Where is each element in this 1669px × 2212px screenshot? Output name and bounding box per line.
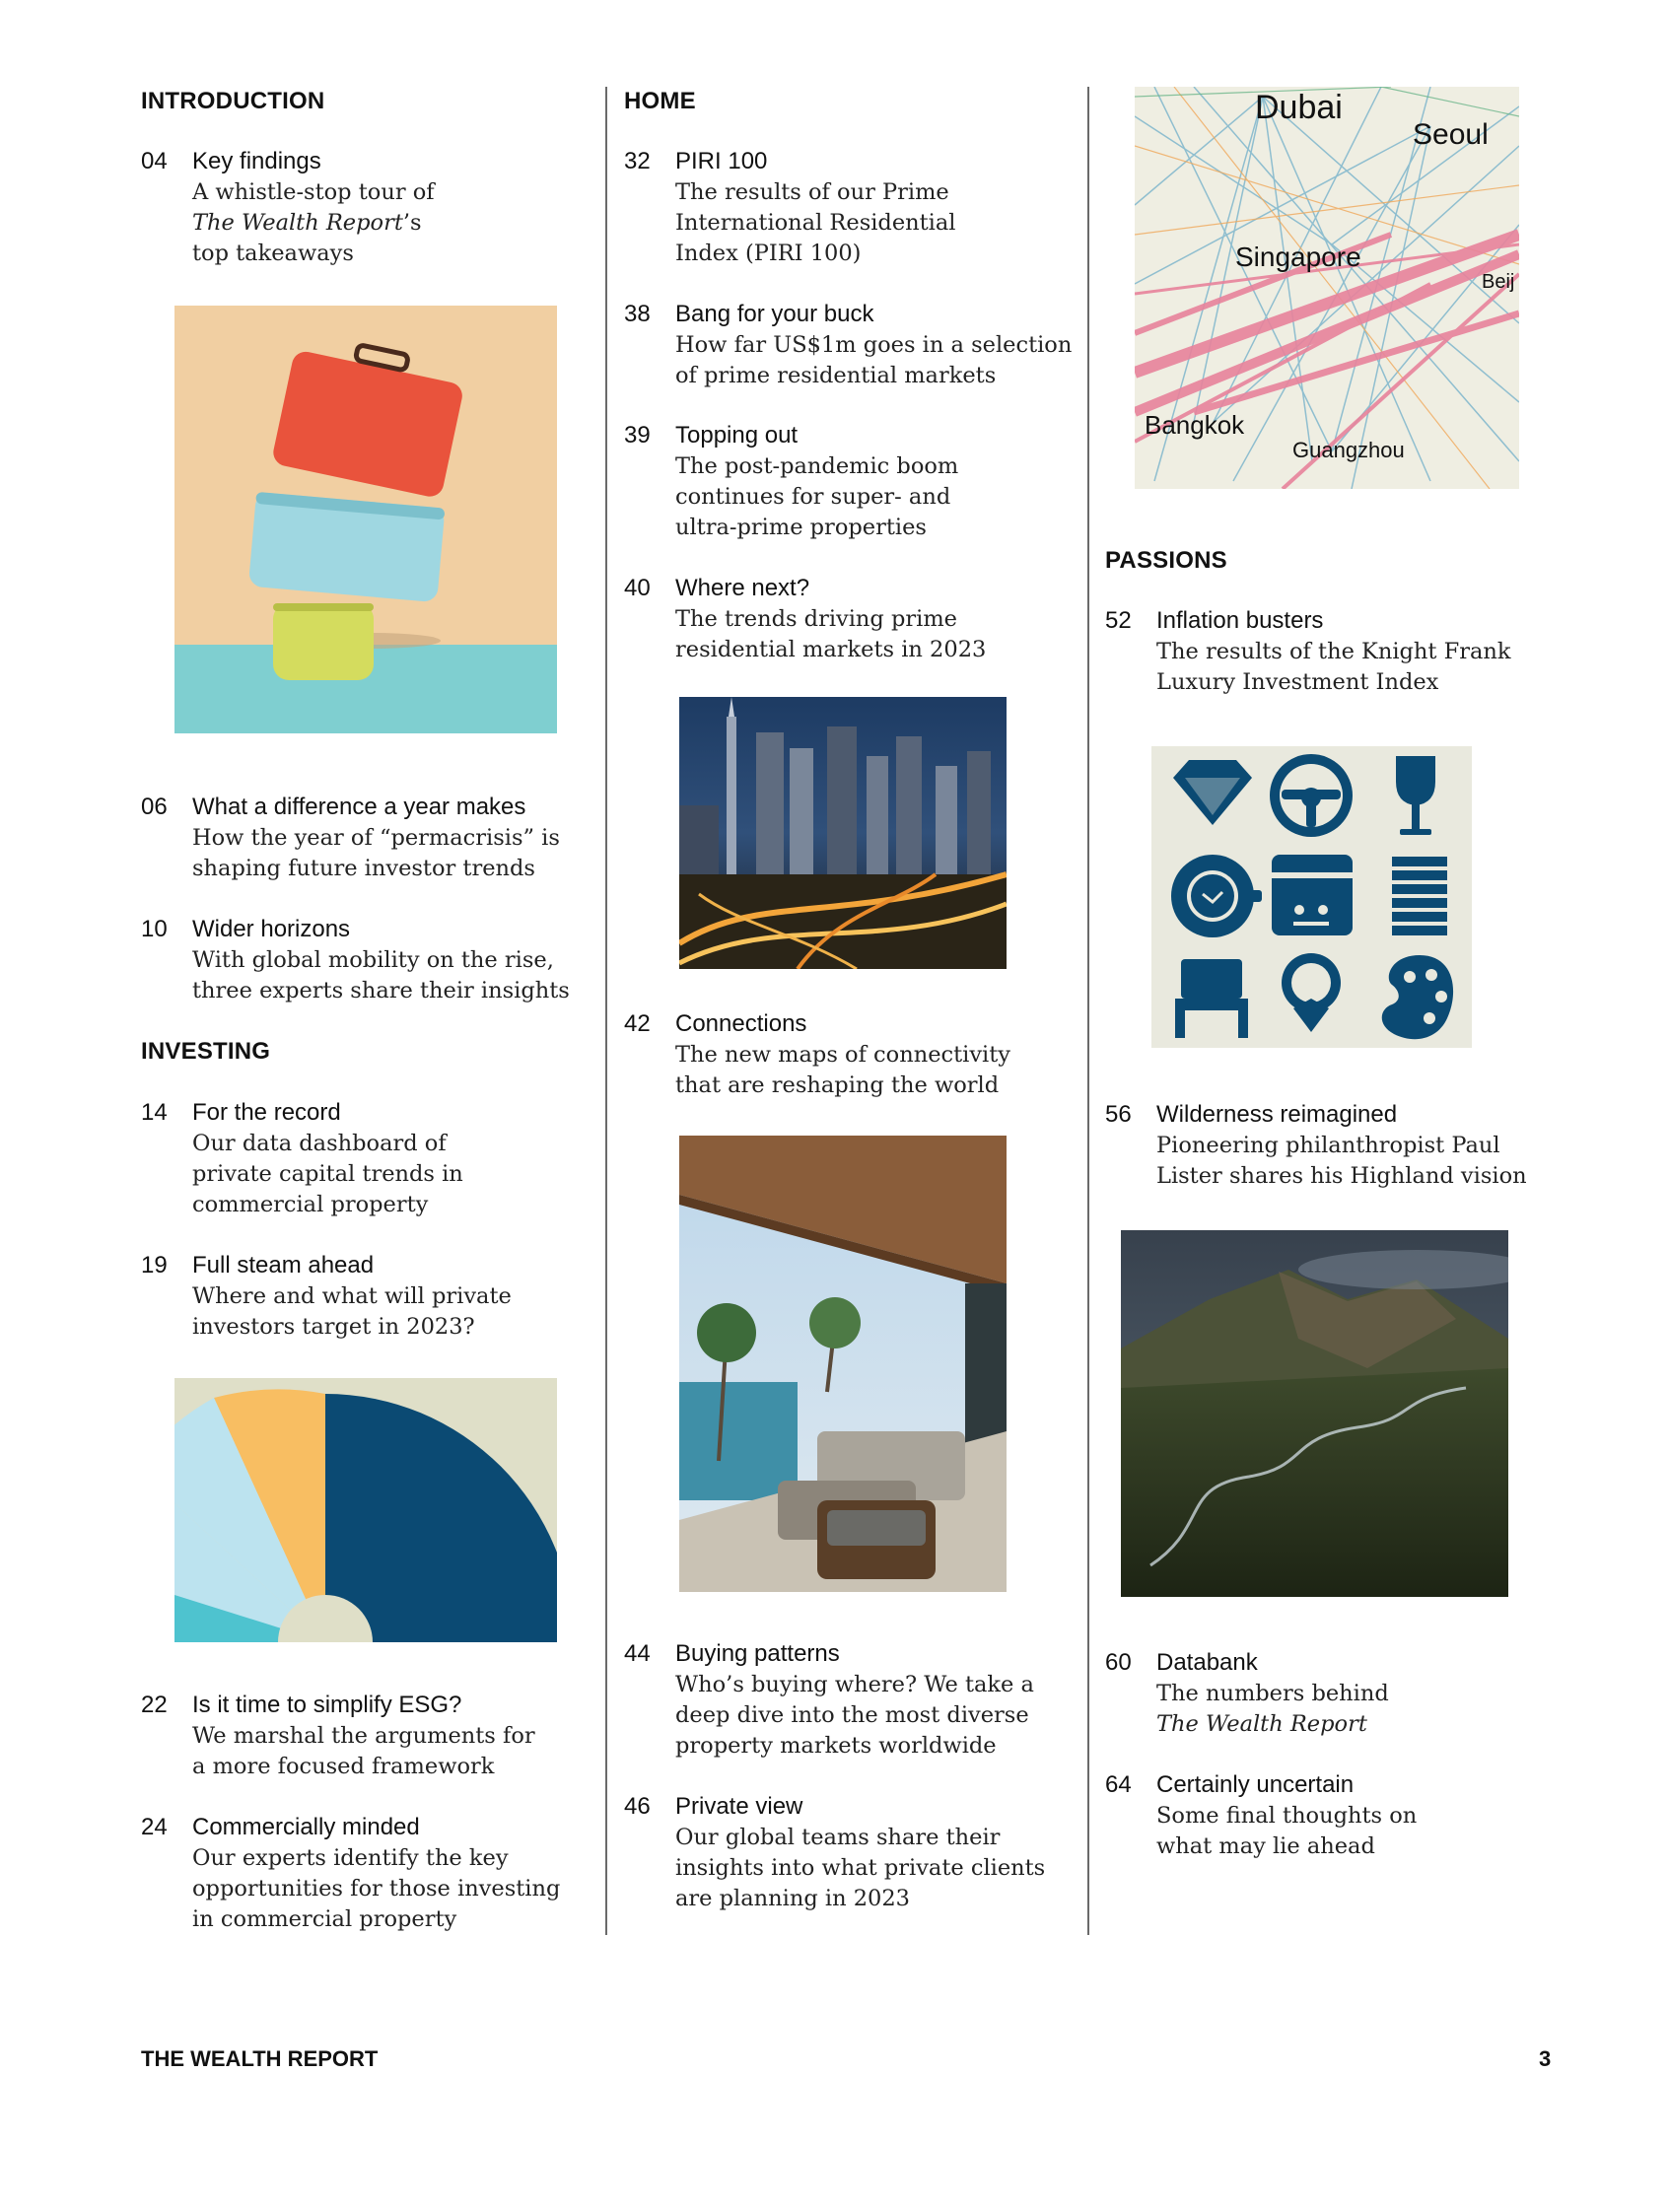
entry-description: Who’s buying where? We take a deep dive into the most diverse property markets worldwide: [675, 1672, 1034, 1759]
entry-description: With global mobility on the rise, three experts share their insights: [192, 947, 570, 1003]
entry-description: Where and what will private investors target in 2023?: [192, 1283, 512, 1340]
page-number: 32: [624, 148, 651, 174]
section-heading-home: HOME: [624, 88, 696, 114]
page-number: 64: [1105, 1771, 1132, 1798]
entry-description: Pioneering philanthropist Paul Lister shares his Highland vision: [1156, 1133, 1527, 1189]
entry-description: Our data dashboard of private capital trends in commercial property: [192, 1131, 463, 1217]
entry-title: Connections: [675, 1010, 807, 1037]
entry-title: Where next?: [675, 575, 810, 601]
page-number-footer: 3: [1539, 2046, 1552, 2071]
entry-title: PIRI 100: [675, 148, 768, 174]
entry-title: Is it time to simplify ESG?: [192, 1692, 462, 1718]
entry-title: Full steam ahead: [192, 1252, 375, 1279]
entry-description: The trends driving prime residential markets in 2023: [675, 606, 987, 662]
jewellery-icon: [1282, 953, 1341, 1032]
section-heading-investing: INVESTING: [141, 1038, 271, 1065]
entry-description: How the year of “permacrisis” is shaping future investor trends: [192, 825, 560, 881]
page-number: 19: [141, 1252, 168, 1279]
entry-title: Key findings: [192, 148, 321, 174]
page-number: 56: [1105, 1101, 1132, 1128]
luxury-icons-grid: [1151, 746, 1472, 1048]
column-divider-left: [605, 87, 607, 1935]
entry-title: Buying patterns: [675, 1640, 840, 1667]
chair-icon: [1175, 959, 1248, 1038]
page-number: 06: [141, 794, 168, 820]
highland-landscape-image: [1121, 1230, 1508, 1597]
entry-title: For the record: [192, 1099, 341, 1126]
map-label-seoul: Seoul: [1413, 118, 1489, 151]
map-label-beijing: Beij: [1482, 271, 1515, 293]
publication-title: The Wealth Report: [1156, 1711, 1367, 1737]
entry-description: Our experts identify the key opportunities for those investing in commercial property: [192, 1845, 561, 1932]
entry-title: Topping out: [675, 422, 799, 449]
page-number: 38: [624, 301, 651, 327]
books-icon: [1392, 857, 1447, 935]
map-label-singapore: Singapore: [1235, 242, 1361, 272]
entry-description: How far US$1m goes in a selection of prime residential markets: [675, 332, 1073, 388]
entry-title: Databank: [1156, 1649, 1258, 1676]
map-label-bangkok: Bangkok: [1145, 410, 1245, 440]
steering-wheel-icon: [1270, 754, 1353, 837]
entry-description: A whistle-stop tour of The Wealth Report’s top takeaways: [192, 179, 435, 266]
page-number: 60: [1105, 1649, 1132, 1676]
watch-icon: [1171, 855, 1262, 937]
column-divider-right: [1087, 87, 1089, 1935]
page-number: 39: [624, 422, 651, 449]
entry-title: What a difference a year makes: [192, 794, 526, 820]
entry-title: Wider horizons: [192, 916, 351, 942]
diamond-icon: [1173, 760, 1252, 825]
publication-title: The Wealth Report: [192, 210, 403, 236]
palette-icon: [1382, 955, 1453, 1039]
page-number: 46: [624, 1793, 651, 1820]
city-skyline-night-image: [679, 697, 1007, 969]
connectivity-map: [1135, 87, 1519, 489]
page-number: 40: [624, 575, 651, 601]
balcony-terrace-image: [679, 1136, 1007, 1592]
entry-title: Inflation busters: [1156, 607, 1324, 634]
entry-title: Private view: [675, 1793, 803, 1820]
stacked-suitcases-image: [174, 306, 557, 733]
pie-chart-illustration: [174, 1378, 557, 1642]
page-number: 44: [624, 1640, 651, 1667]
entry-description: Some final thoughts on what may lie ahead: [1156, 1803, 1418, 1859]
page-number: 42: [624, 1010, 651, 1037]
entry-title: Wilderness reimagined: [1156, 1101, 1398, 1128]
footer-publication-title: THE WEALTH REPORT: [141, 2046, 379, 2071]
page-number: 22: [141, 1692, 168, 1718]
entry-description: Our global teams share their insights into what private clients are planning in 2023: [675, 1825, 1046, 1911]
safe-icon: [1272, 855, 1353, 935]
section-heading-passions: PASSIONS: [1105, 547, 1227, 574]
entry-description: The results of the Knight Frank Luxury Investment Index: [1156, 639, 1511, 695]
section-heading-introduction: INTRODUCTION: [141, 88, 325, 114]
map-label-guangzhou: Guangzhou: [1292, 438, 1405, 462]
entry-description: The numbers behind The Wealth Report: [1156, 1681, 1389, 1737]
entry-title: Bang for your buck: [675, 301, 874, 327]
page-number: 24: [141, 1814, 168, 1840]
entry-title: Commercially minded: [192, 1814, 420, 1840]
page-number: 10: [141, 916, 168, 942]
page-number: 04: [141, 148, 168, 174]
entry-description: The post-pandemic boom continues for super- and ultra-prime properties: [675, 453, 959, 540]
map-label-dubai: Dubai: [1255, 89, 1343, 126]
entry-description: We marshal the arguments for a more focused framework: [192, 1723, 535, 1779]
entry-description: The new maps of connectivity that are reshaping the world: [675, 1042, 1011, 1098]
entry-description: The results of our Prime International Residential Index (PIRI 100): [675, 179, 956, 266]
wine-glass-icon: [1396, 756, 1435, 835]
entry-title: Certainly uncertain: [1156, 1771, 1355, 1798]
page-number: 14: [141, 1099, 168, 1126]
page-number: 52: [1105, 607, 1132, 634]
